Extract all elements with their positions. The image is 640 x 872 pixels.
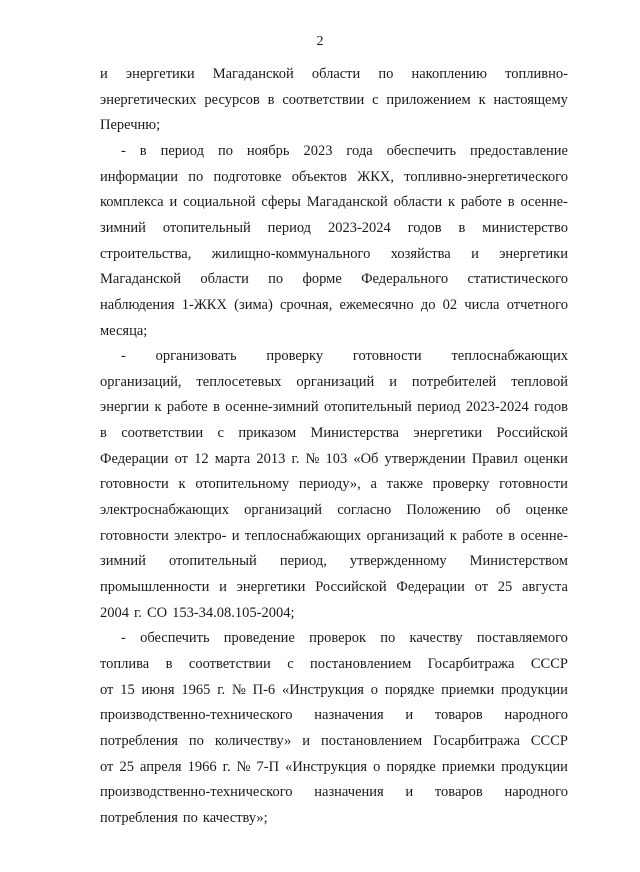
word: июня xyxy=(141,681,175,698)
word: года xyxy=(346,142,373,159)
word: области xyxy=(393,194,443,211)
word: от xyxy=(100,681,114,698)
word: от xyxy=(174,450,188,467)
word: зимний xyxy=(100,553,146,570)
word: П-6 xyxy=(252,681,276,698)
word: 103 xyxy=(325,450,348,467)
word: 2004 xyxy=(100,604,129,621)
word: энергетики xyxy=(236,579,306,595)
word: энергетики xyxy=(413,425,483,442)
word: электроснабжающих xyxy=(100,502,229,519)
word: товаров xyxy=(434,784,483,801)
word: и xyxy=(219,579,227,595)
text-line xyxy=(100,372,568,392)
text-line xyxy=(100,218,568,238)
word: Федерального xyxy=(361,271,449,288)
word: Перечню; xyxy=(100,117,161,134)
word: министерство xyxy=(482,219,568,236)
word: ежемесячно xyxy=(339,296,414,313)
word: и xyxy=(389,373,397,390)
word: области xyxy=(200,271,249,288)
word: - xyxy=(121,348,126,365)
word: 25 xyxy=(497,579,513,595)
word: Федерации xyxy=(396,579,465,595)
word: 15 xyxy=(120,681,135,698)
text-line xyxy=(100,449,568,469)
word: организаций, xyxy=(100,373,182,390)
word: жилищно-коммунального xyxy=(211,245,371,262)
word: продукции xyxy=(501,758,568,775)
word: организаций xyxy=(296,373,375,390)
word: подготовке xyxy=(213,168,282,185)
word: 1-ЖКХ xyxy=(181,296,227,313)
word: по xyxy=(182,809,198,826)
word: месяца; xyxy=(100,322,148,339)
word: к xyxy=(478,91,486,108)
word: работе xyxy=(460,194,502,211)
word: промышленности xyxy=(100,579,210,595)
word: к xyxy=(154,399,162,416)
word: теплосетевых xyxy=(196,373,282,390)
word: по xyxy=(188,732,204,749)
word: период, xyxy=(279,553,327,570)
word: организаций xyxy=(244,502,323,519)
text-line xyxy=(121,346,568,366)
word: об xyxy=(495,502,511,519)
word: Положению xyxy=(406,502,481,519)
page-number: 2 xyxy=(316,34,324,49)
word: г. xyxy=(291,450,300,467)
word: и xyxy=(302,732,310,749)
text-line xyxy=(121,141,568,161)
word: народного xyxy=(504,707,568,724)
word: в xyxy=(458,219,466,236)
word: СССР xyxy=(530,732,568,749)
word: Российской xyxy=(315,579,387,595)
word: 1966 xyxy=(187,758,217,775)
word: осенне- xyxy=(520,194,568,211)
word: 2023-2024 xyxy=(465,399,529,416)
word: по xyxy=(268,271,284,288)
word: комплекса xyxy=(100,194,164,211)
word: производственно-технического xyxy=(100,784,293,801)
word: топливно- xyxy=(505,66,568,82)
word: порядке xyxy=(386,758,436,775)
word: к xyxy=(178,476,186,493)
text-line xyxy=(100,500,568,520)
word: Министерства xyxy=(310,425,399,442)
word: утверждении xyxy=(384,450,466,467)
word: августа xyxy=(522,579,568,595)
word: тепловой xyxy=(511,373,568,390)
word: отопительный xyxy=(162,219,251,236)
word: форме xyxy=(302,271,342,288)
word: оценке xyxy=(525,502,568,519)
text-line xyxy=(100,808,568,828)
word: годов xyxy=(407,219,442,236)
word: готовности xyxy=(499,476,568,493)
word: обеспечить xyxy=(386,142,457,159)
word: по xyxy=(380,630,396,647)
word: г. xyxy=(134,604,142,621)
word: осенне- xyxy=(520,527,568,544)
word: о xyxy=(370,681,379,698)
word: работе xyxy=(166,399,208,416)
word: «Инструкция xyxy=(281,681,364,698)
word: работе xyxy=(462,527,503,544)
word: а xyxy=(370,476,377,493)
word: постановлением xyxy=(320,732,423,749)
word: период xyxy=(417,399,461,416)
word: и xyxy=(471,245,479,262)
word: «Инструкция xyxy=(285,758,368,775)
word: утвержденному xyxy=(349,553,447,570)
word: ЖКХ, xyxy=(357,168,394,185)
word: г. xyxy=(217,681,226,698)
word: социальной xyxy=(183,194,256,211)
word: в xyxy=(100,425,107,442)
word: объектов xyxy=(291,168,347,185)
word: настоящему xyxy=(493,91,568,108)
word: № xyxy=(236,758,251,775)
word: в xyxy=(267,91,275,108)
word: к xyxy=(449,527,457,544)
word: проверку xyxy=(266,348,324,365)
word: по xyxy=(188,168,204,185)
word: отопительному xyxy=(195,476,290,493)
word: СССР xyxy=(530,655,568,672)
word: приемки xyxy=(441,681,495,698)
word: 153-34.08.105-2004; xyxy=(172,604,295,621)
word: в xyxy=(213,399,220,416)
word: период xyxy=(160,142,204,159)
word: энергетических xyxy=(100,91,197,108)
word: электро- xyxy=(174,527,227,544)
word: строительства, xyxy=(100,245,192,262)
word: ресурсов xyxy=(204,91,260,108)
word: № xyxy=(305,450,320,467)
word: организаций xyxy=(366,527,445,544)
word: назначения xyxy=(314,784,384,801)
word: приложением xyxy=(386,91,471,108)
word: товаров xyxy=(434,707,483,724)
word: Российской xyxy=(496,425,568,442)
text-line xyxy=(100,90,568,110)
word: соответствии xyxy=(188,655,271,672)
word: энергии xyxy=(100,399,150,416)
text-line xyxy=(100,295,568,315)
word: потребителей xyxy=(411,373,497,390)
word: периоду», xyxy=(298,476,361,493)
word: зимний xyxy=(100,219,146,236)
word: с xyxy=(287,655,294,672)
word: накоплению xyxy=(411,66,488,82)
word: от xyxy=(100,758,114,775)
word: с xyxy=(217,425,224,442)
word: приемки xyxy=(441,758,496,775)
word: к xyxy=(448,194,456,211)
word: оценки xyxy=(523,450,568,467)
word: организовать xyxy=(155,348,237,365)
text-line xyxy=(100,397,568,417)
word: период xyxy=(267,219,312,236)
word: 2023-2024 xyxy=(327,219,391,236)
word: отопительный xyxy=(168,553,257,570)
word: также xyxy=(386,476,423,493)
word: готовности xyxy=(352,348,422,365)
word: осенне-зимний xyxy=(225,399,319,416)
word: проведение xyxy=(223,630,295,647)
word: назначения xyxy=(314,707,384,724)
word: и xyxy=(100,66,108,82)
word: в xyxy=(165,655,173,672)
word: - xyxy=(121,630,126,647)
word: о xyxy=(373,758,381,775)
word: и xyxy=(169,194,178,211)
word: поставляемого xyxy=(476,630,568,647)
word: топливно-энергетического xyxy=(404,168,568,185)
text-line xyxy=(100,423,568,443)
word: по xyxy=(217,142,233,159)
word: информации xyxy=(100,168,178,185)
word: и xyxy=(405,707,414,724)
word: проверку xyxy=(432,476,490,493)
word: СО xyxy=(146,604,168,621)
word: 1965 xyxy=(181,681,211,698)
word: отопительный xyxy=(323,399,412,416)
word: - xyxy=(121,142,126,159)
word: Магаданской xyxy=(306,194,388,211)
word: 2023 xyxy=(303,142,333,159)
word: готовности xyxy=(100,476,169,493)
word: качеству xyxy=(409,630,463,647)
word: хозяйства xyxy=(390,245,451,262)
word: срочная, xyxy=(280,296,333,313)
text-line xyxy=(100,526,568,546)
word: потребления xyxy=(100,809,178,826)
word: количеству» xyxy=(214,732,292,749)
text-line xyxy=(100,705,568,725)
word: и xyxy=(231,527,240,544)
word: энергетики xyxy=(499,245,568,262)
word: Правил xyxy=(471,450,518,467)
word: 7-П xyxy=(256,758,280,775)
text-line xyxy=(100,64,568,84)
text-line xyxy=(100,680,568,700)
word: сферы xyxy=(261,194,301,211)
word: Федерации xyxy=(100,450,169,467)
word: «Об xyxy=(353,450,379,467)
word: и xyxy=(405,784,414,801)
text-line xyxy=(100,757,568,777)
word: Министерством xyxy=(469,553,568,570)
text-line xyxy=(100,269,568,289)
text-line xyxy=(100,654,568,674)
word: предоставление xyxy=(470,142,568,159)
word: с xyxy=(372,91,379,108)
text-line xyxy=(100,551,568,571)
word: продукции xyxy=(501,681,568,698)
word: апреля xyxy=(139,758,182,775)
word: годов xyxy=(534,399,568,416)
text-line xyxy=(100,167,568,187)
word: теплоснабжающих xyxy=(244,527,362,544)
word: теплоснабжающих xyxy=(451,348,568,365)
text-line xyxy=(121,628,568,648)
word: Магаданской xyxy=(212,66,294,82)
word: готовности xyxy=(100,527,169,544)
text-line xyxy=(100,782,568,802)
word: 02 xyxy=(442,296,458,313)
word: (зима) xyxy=(234,296,273,313)
text-line xyxy=(100,321,568,341)
word: обеспечить xyxy=(140,630,210,647)
text-line xyxy=(100,115,568,135)
text-line xyxy=(100,474,568,494)
word: Госарбитража xyxy=(433,732,520,749)
word: энергетики xyxy=(125,66,195,82)
word: порядке xyxy=(384,681,435,698)
word: топлива xyxy=(100,655,150,672)
word: до xyxy=(420,296,436,313)
word: г. xyxy=(222,758,231,775)
word: соответствии xyxy=(121,425,204,442)
word: по xyxy=(378,66,394,82)
word: в xyxy=(508,527,516,544)
word: Магаданской xyxy=(100,271,182,288)
word: числа xyxy=(464,296,500,313)
word: от xyxy=(474,579,489,595)
word: качеству»; xyxy=(202,809,268,826)
text-line xyxy=(100,731,568,751)
word: 25 xyxy=(119,758,134,775)
word: потребления xyxy=(100,732,178,749)
word: отчетного xyxy=(506,296,568,313)
word: приказом xyxy=(238,425,297,442)
text-line xyxy=(100,577,568,597)
word: 12 xyxy=(194,450,209,467)
word: соответствии xyxy=(282,91,365,108)
word: наблюдения xyxy=(100,296,175,313)
word: согласно xyxy=(337,502,392,519)
word: в xyxy=(507,194,515,211)
word: проверок xyxy=(309,630,367,647)
word: статистического xyxy=(467,271,568,288)
word: народного xyxy=(504,784,568,801)
word: производственно-технического xyxy=(100,707,293,724)
word: Госарбитража xyxy=(427,655,515,672)
word: № xyxy=(231,681,246,698)
text-line xyxy=(100,244,568,264)
word: области xyxy=(311,66,361,82)
word: марта xyxy=(214,450,251,467)
word: в xyxy=(139,142,147,159)
text-line xyxy=(100,192,568,212)
word: ноябрь xyxy=(246,142,290,159)
word: 2013 xyxy=(256,450,286,467)
word: постановлением xyxy=(310,655,412,672)
text-line xyxy=(100,603,568,623)
